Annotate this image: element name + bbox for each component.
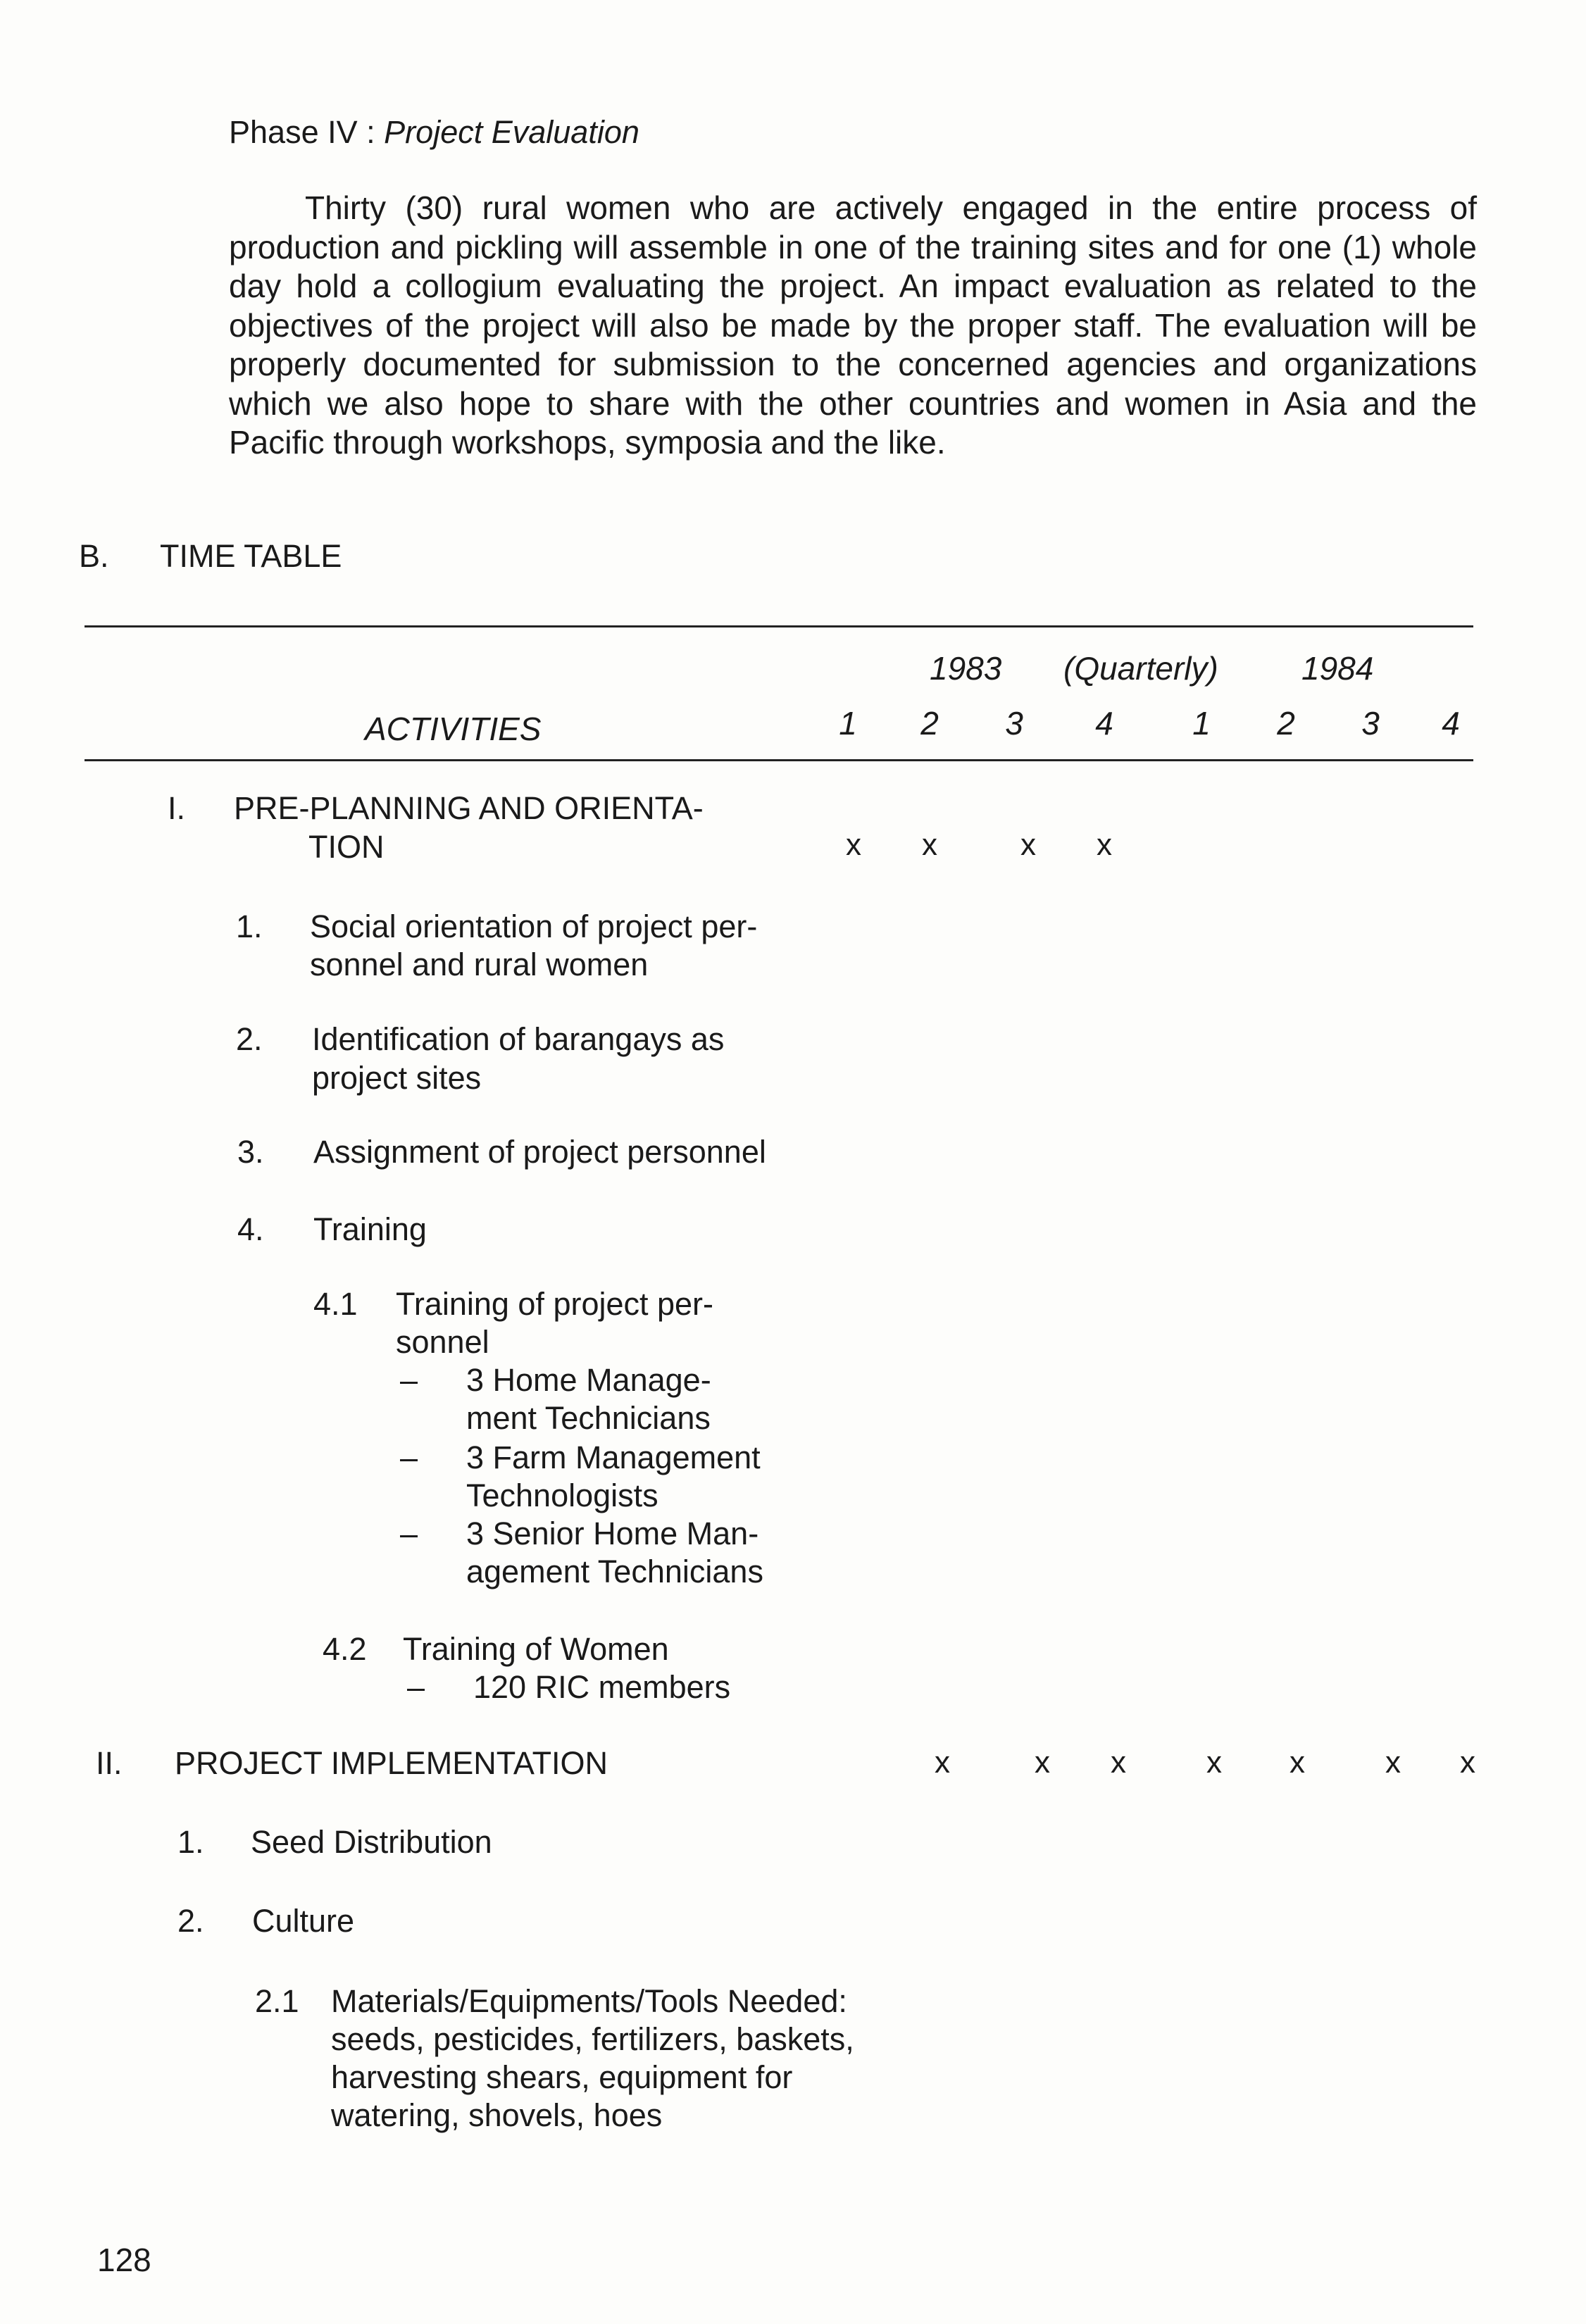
subitem-text: watering, shovels, hoes [331,2097,663,2133]
detail-text: Technologists [466,1478,658,1513]
dash: – [400,1362,418,1398]
quarter-header: 4 [1442,705,1460,742]
item-number: 1. [236,908,263,944]
item-text: Culture [252,1903,355,1939]
quarter-header: 1 [1192,705,1211,742]
quarter-header: 4 [1095,705,1113,742]
schedule-mark: x [1385,1745,1401,1780]
page-number: 128 [97,2242,151,2278]
quarter-header: 1 [839,705,857,742]
item-text: Seed Distribution [251,1824,492,1860]
section-title: TIME TABLE [160,538,342,574]
table-header-rule [85,759,1473,761]
header-year-1984: 1984 [1301,650,1374,687]
subitem-text: Training of project per- [396,1286,714,1322]
phase-heading [229,113,639,152]
item-number: 4. [237,1211,264,1247]
item-text: sonnel and rural women [310,947,649,982]
subitem-number: 2.1 [255,1983,299,2019]
row-number: I. [168,790,186,826]
dash: – [400,1516,418,1551]
item-text: Assignment of project personnel [313,1134,766,1170]
section-letter: B. [79,538,109,574]
item-number: 3. [237,1134,264,1170]
subitem-text: sonnel [396,1324,489,1360]
item-number: 1. [177,1824,204,1860]
detail-text: 3 Farm Management [466,1439,761,1475]
schedule-mark: x [935,1745,950,1780]
header-quarterly: (Quarterly) [1063,650,1218,687]
item-text: Social orientation of project per- [310,908,758,944]
item-text: Training [313,1211,427,1247]
detail-text: 120 RIC members [473,1669,731,1705]
item-text: Identification of barangays as [312,1021,725,1057]
schedule-mark: x [922,827,937,862]
subitem-text: Training of Women [403,1631,669,1667]
section-heading [79,537,342,576]
activity-title: PRE-PLANNING AND ORIENTA- [234,790,704,826]
row-number: II. [96,1745,123,1781]
schedule-mark: x [1035,1745,1050,1780]
subitem-text: seeds, pesticides, fertilizers, baskets, [331,2021,854,2057]
header-year-1983: 1983 [930,650,1002,687]
subitem-text: harvesting shears, equipment for [331,2059,793,2095]
dash: – [407,1669,425,1705]
item-text: project sites [312,1060,482,1096]
subitem-number: 4.1 [313,1286,358,1322]
schedule-mark: x [1020,827,1036,862]
quarter-header: 3 [1005,705,1023,742]
item-number: 2. [236,1021,263,1057]
schedule-mark: x [1206,1745,1222,1780]
activities-header: ACTIVITIES [365,711,542,747]
detail-text: agement Technicians [466,1554,763,1589]
detail-text: 3 Home Manage- [466,1362,711,1398]
table-top-rule [85,625,1473,627]
phase-title: Project Evaluation [384,114,639,150]
phase-colon: : [366,114,375,150]
schedule-mark: x [1097,827,1112,862]
detail-text: 3 Senior Home Man- [466,1516,759,1551]
subitem-text: Materials/Equipments/Tools Needed: [331,1983,847,2019]
detail-text: ment Technicians [466,1400,711,1436]
schedule-mark: x [1111,1745,1126,1780]
activity-title: TION [308,829,385,865]
schedule-mark: x [1460,1745,1475,1780]
dash: – [400,1439,418,1475]
schedule-mark: x [846,827,861,862]
quarter-header: 3 [1361,705,1380,742]
item-number: 2. [177,1903,204,1939]
subitem-number: 4.2 [323,1631,367,1667]
quarter-header: 2 [1277,705,1295,742]
phase-paragraph: Thirty (30) rural women who are actively engaged in the entire process of production and pickling will assemble in one of the training sites and for one (1) whole day hold a collogium evaluating the project. An impact evaluation as related to the objectives of the project will also be made by the proper staff. The evaluation will be properly documented for submission to the concerned agencies and organizations which we also hope to share with the other countries and women in Asia and the Pacific through workshops, symposia and the like. [229,189,1477,461]
quarter-header: 2 [920,705,939,742]
phase-label: Phase IV [229,114,358,150]
activity-title: PROJECT IMPLEMENTATION [175,1745,608,1781]
schedule-mark: x [1290,1745,1305,1780]
